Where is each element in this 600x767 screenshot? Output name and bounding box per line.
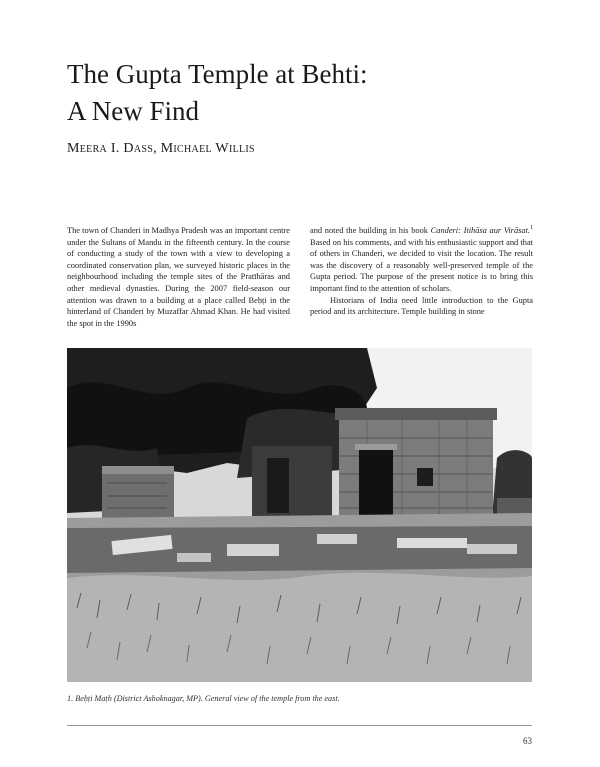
paragraph-historians: Historians of India need little introduction to the Gupta period and its architecture. Temple building in stone xyxy=(310,295,533,317)
temple-photo-illustration xyxy=(67,348,532,682)
paragraph-continuation xyxy=(310,225,533,295)
page-number: 63 xyxy=(523,736,532,746)
article-title xyxy=(67,56,547,130)
figure-caption: 1. Beḥṭi Maṭh (District Ashoknagar, MP). General view of the temple from the east. xyxy=(67,694,340,703)
article-authors: Meera I. Dass, Michael Willis xyxy=(67,141,255,156)
paragraph-text-b: Based on his comments, and with his enthusiastic support and that of others in Chanderi, we decided to visit the location. The result was the discovery of a reasonably well-preserved temple of the Gupta period. The purpose of the present notice is to bring this important find to the attention of scholars. xyxy=(310,237,533,293)
footer-divider xyxy=(67,725,532,726)
paragraph-intro: The town of Chanderi in Madhya Pradesh was an important centre under the Sultans of Mandu in the fifteenth century. In the course of conducting a study of the town with a view to developing a coordinated conservation plan, we surveyed historic places in the neighbourhood including the temple sites of the Pratīhāras and other medieval dynasties. During the 2007 field-season our attention was drawn to a building at a place called Beḥṭi in the hinterland of Chanderi by Muzaffar Ahmad Khan. He had visited the spot in the 1990s xyxy=(67,226,290,328)
title-line-1: The Gupta Temple at Behti: xyxy=(67,59,368,89)
temple-photograph xyxy=(67,348,532,682)
body-column-right xyxy=(310,225,533,318)
title-line-2: A New Find xyxy=(67,96,200,126)
footnote-marker: 1 xyxy=(530,225,533,232)
paragraph-text-a: and noted the building in his book xyxy=(310,226,431,235)
body-column-left xyxy=(67,225,290,329)
book-title: Canderi: Itihāsa aur Virāsat. xyxy=(430,226,530,235)
